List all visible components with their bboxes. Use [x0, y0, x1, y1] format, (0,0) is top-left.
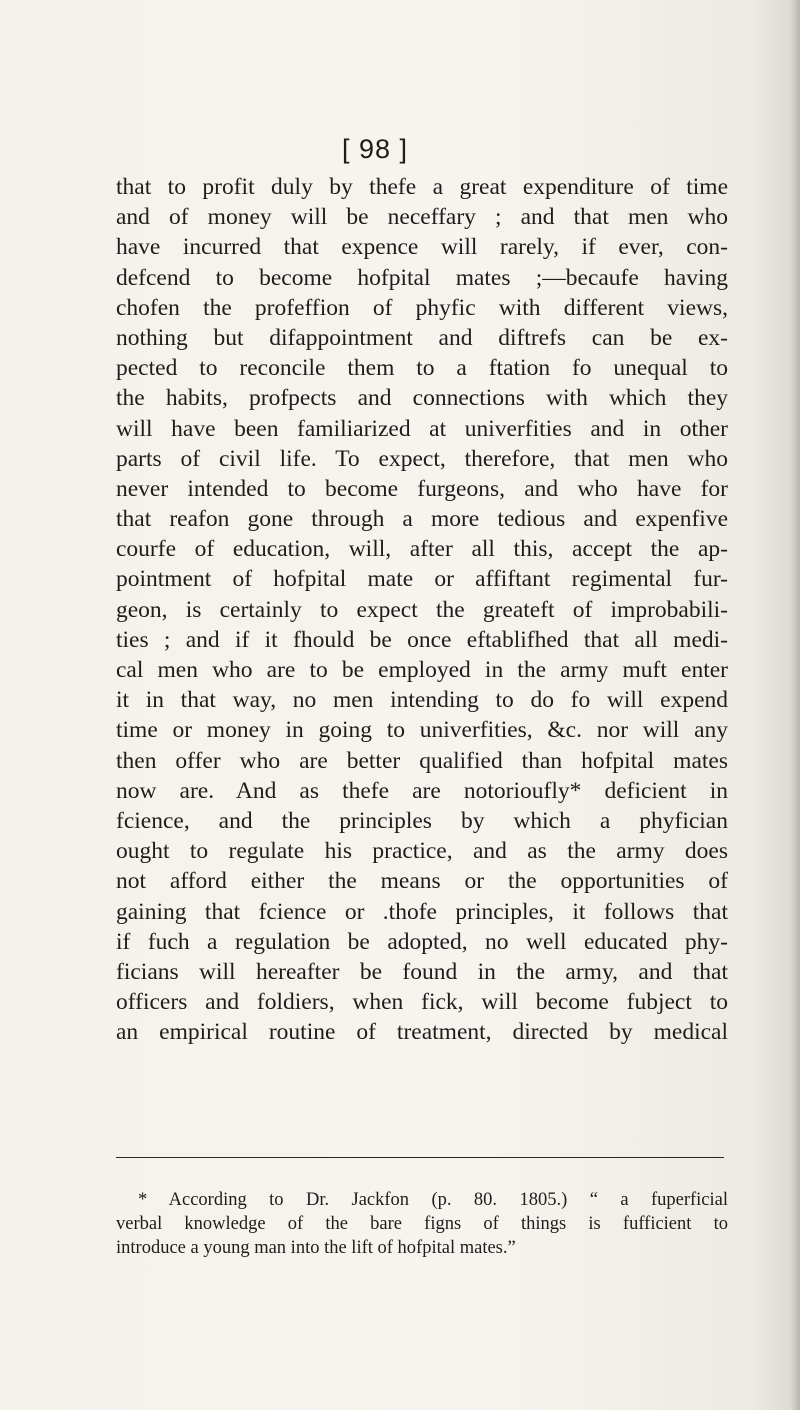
footnote-divider [116, 1157, 724, 1158]
page-edge-shadow [790, 0, 800, 1410]
text-line: chofen the profeffion of phyfic with different views, [116, 294, 728, 321]
text-line: if fuch a regulation be adopted, no well educated phy- [116, 928, 728, 955]
text-line: have incurred that expence will rarely, if ever, con- [116, 234, 728, 261]
text-line: ought to regulate his practice, and as the army does [116, 838, 728, 865]
text-line: an empirical routine of treatment, directed by medical [116, 1019, 728, 1046]
text-line: now are. And as thefe are notorioufly* deficient in [116, 777, 728, 804]
text-line: gaining that fcience or .thofe principles, it follows that [116, 898, 728, 925]
text-line: that to profit duly by thefe a great expenditure of time [116, 174, 728, 200]
text-line: it in that way, no men intending to do fo will expend [116, 687, 728, 714]
footnote-line: verbal knowledge of the bare figns of things is fufficient to [116, 1214, 728, 1234]
text-line: cal men who are to be employed in the army muft enter [116, 657, 728, 683]
text-line: not afford either the means or the opportunities of [116, 868, 728, 895]
text-line: nothing but difappointment and diftrefs can be ex- [116, 324, 728, 351]
footnote-line: introduce a young man into the lift of hofpital mates.” [116, 1238, 516, 1258]
page-number: [ 98 ] [342, 134, 409, 164]
text-line: pointment of hofpital mate or affiftant regimental fur- [116, 566, 728, 593]
text-line: will have been familiarized at univerfities and in other [116, 415, 728, 442]
footnote [116, 1188, 728, 1260]
text-line: never intended to become furgeons, and who have for [116, 475, 728, 502]
text-line: the habits, profpects and connections with which they [116, 385, 728, 412]
text-line: geon, is certainly to expect the greateft of improbabili- [116, 596, 728, 623]
text-line: officers and foldiers, when fick, will become fubject to [116, 989, 728, 1016]
text-line: then offer who are better qualified than hofpital mates [116, 747, 728, 774]
text-line: ficians will hereafter be found in the army, and that [116, 958, 728, 985]
text-line: parts of civil life. To expect, therefore, that men who [116, 445, 728, 472]
text-line: fcience, and the principles by which a phyfician [116, 807, 728, 834]
text-line: defcend to become hofpital mates ;—becaufe having [116, 264, 728, 291]
text-line: pected to reconcile them to a ftation fo unequal to [116, 355, 728, 382]
footnote-line: * According to Dr. Jackfon (p. 80. 1805.) “ a fuperficial [138, 1190, 728, 1210]
text-line: courfe of education, will, after all this, accept the ap- [116, 536, 728, 563]
text-line: that reafon gone through a more tedious and expenfive [116, 506, 728, 533]
text-line: time or money in going to univerfities, &c. nor will any [116, 717, 728, 744]
body-text [116, 172, 728, 1047]
text-line: ties ; and if it fhould be once eftablifhed that all medi- [116, 626, 728, 653]
text-line: and of money will be neceffary ; and that men who [116, 204, 728, 231]
